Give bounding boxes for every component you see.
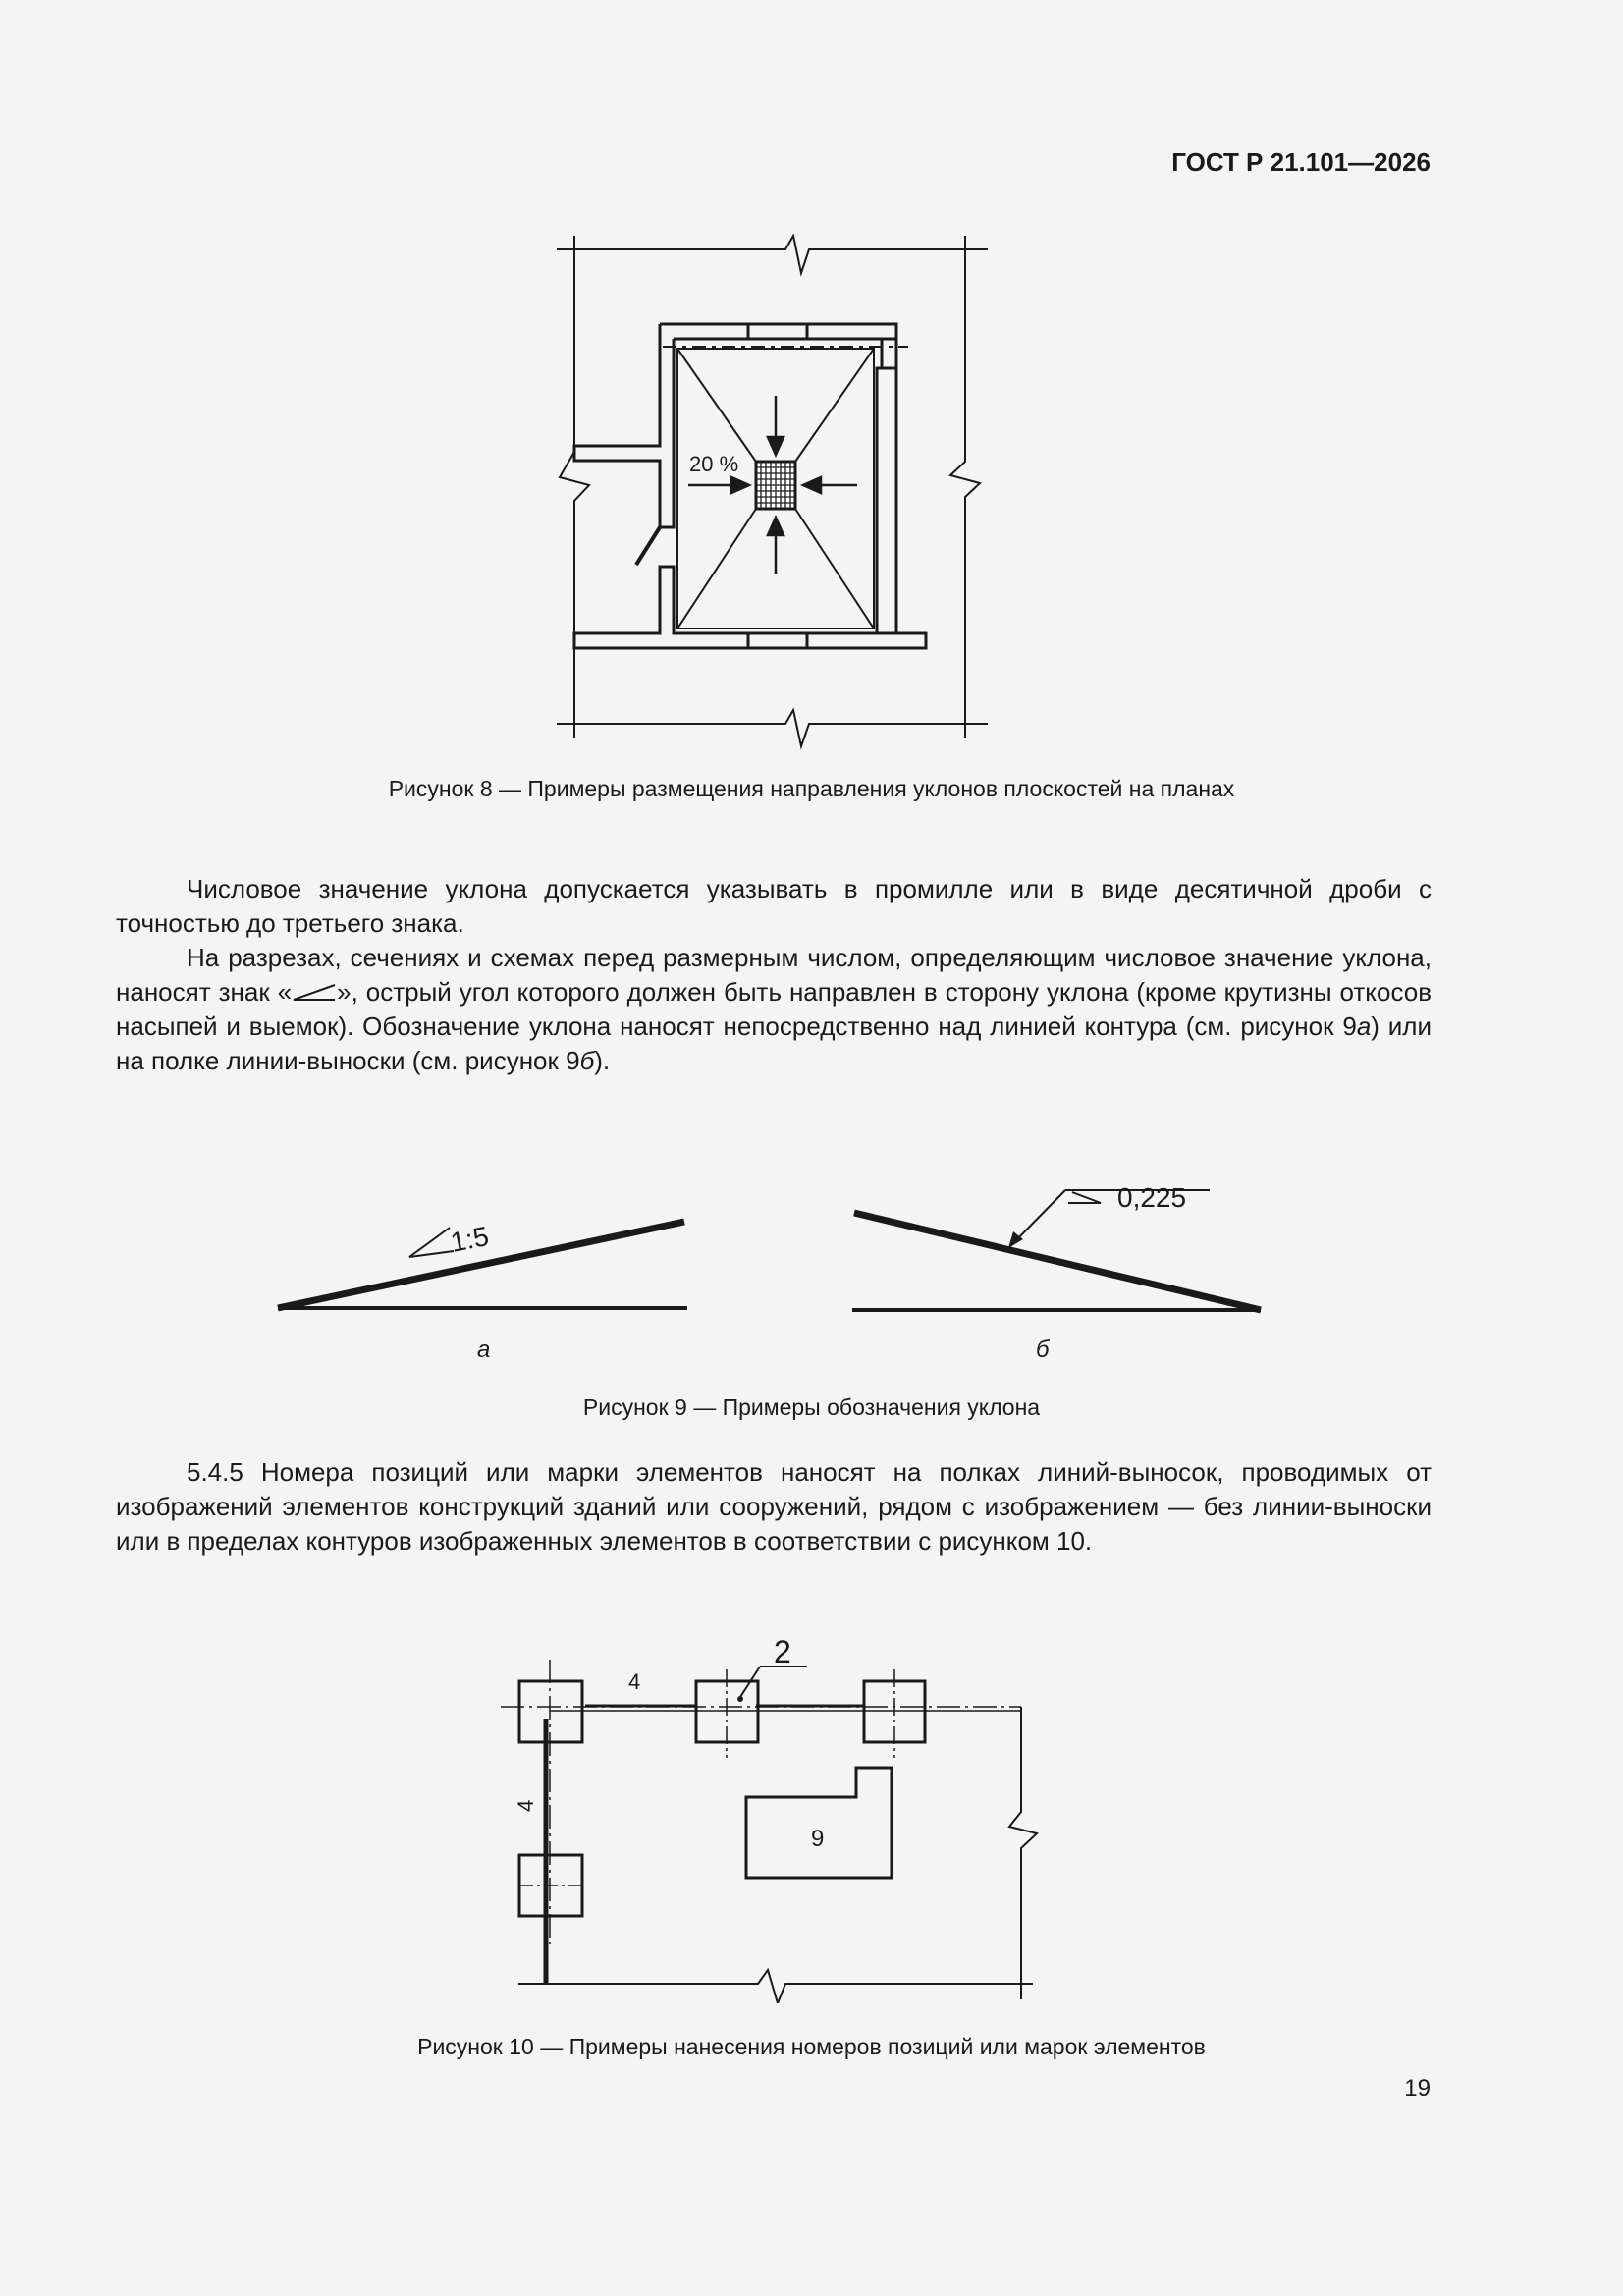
slope-sign-icon (292, 983, 337, 1003)
figure-9-caption: Рисунок 9 — Примеры обозначения уклона (582, 1394, 1041, 1420)
leader-mark: 2 (774, 1634, 791, 1669)
paragraph-positions (116, 1455, 1432, 1558)
slope-label-b: 0,225 (1117, 1182, 1187, 1213)
slope-label-20-percent: 20 % (689, 452, 739, 476)
paragraph-1: Числовое значение уклона допускается указывать в промилле или в виде десятичной дроби с точностью до третьего знака. (116, 874, 1432, 938)
page-number: 19 (1404, 2075, 1431, 2102)
paragraph-2: На разрезах, сечениях и схемах перед размерным числом, определяющим числовое значение уклона, наносят знак « », острый угол которого должен быть направлен в сторону уклона (кроме крутизны откосов насыпей и выемок). Обозначение уклона наносят непосредственно над линией контура (см. рисунок 9а) или на полке линии-выноски (см. рисунок 9б). (116, 943, 1433, 1075)
figure-10-caption: Рисунок 10 — Примеры нанесения номеров позиций или марок элементов (417, 2034, 1206, 2059)
slope-label-a: 1:5 (448, 1221, 492, 1258)
element-mark: 9 (811, 1826, 825, 1852)
figure-8-caption: Рисунок 8 — Примеры размещения направления уклонов плоскостей на планах (388, 776, 1235, 801)
figure-8-drawing (0, 0, 1623, 766)
subfigure-label-a: а (477, 1337, 491, 1363)
paragraph-545: 5.4.5 Номера позиций или марки элементов наносят на полках линий-выносок, проводимых от изображений элементов конструкций зданий или сооружений, рядом с изображением — без линии-выноски или в пределах контуров изображенных элементов в соответствии с рисунком 10. (116, 1457, 1432, 1556)
position-label-top: 4 (628, 1669, 641, 1694)
figure-10-drawing (0, 1591, 1623, 2003)
document-code: ГОСТ Р 21.101—2026 (1171, 147, 1431, 177)
subfigure-label-b: б (1036, 1337, 1050, 1363)
paragraph-slope-values (116, 872, 1432, 1078)
position-label-left: 4 (514, 1799, 538, 1812)
figure-9-drawing (0, 1129, 1623, 1385)
